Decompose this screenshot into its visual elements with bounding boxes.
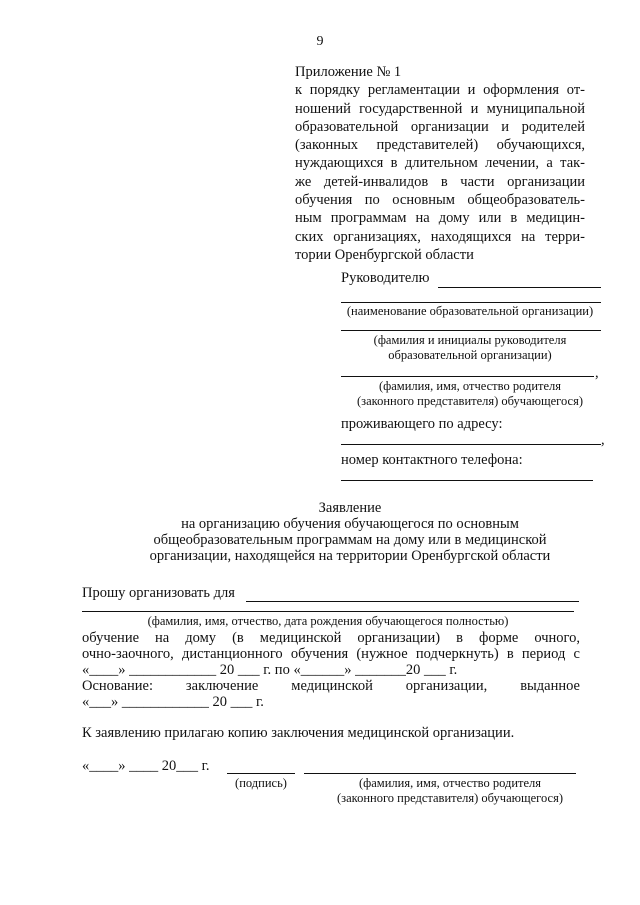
appendix-line: обучения по основным общеобразователь-: [295, 192, 585, 209]
signer-caption-1: (фамилия, имя, отчество родителя: [358, 776, 542, 790]
attachment-line: К заявлению прилагаю копию заключения медицинской организации.: [82, 725, 515, 741]
address-blank-line: [341, 444, 601, 445]
appendix-line: же детей-инвалидов в части организации: [295, 173, 585, 190]
appendix-line: тории Оренбургской области: [295, 246, 474, 263]
statement-subtitle-2: общеобразовательным программам на дому или в медицинской: [153, 532, 547, 548]
head-caption-2: образовательной организации): [388, 348, 552, 362]
parent-caption-1: (фамилия, имя, отчество родителя: [378, 379, 562, 393]
request-label: Прошу организовать для: [82, 585, 235, 601]
address-label: проживающего по адресу:: [341, 416, 503, 432]
parent-caption-2: (законного представителя) обучающегося): [357, 394, 583, 408]
appendix-title: Приложение № 1: [295, 64, 402, 80]
appendix-line: к порядку регламентации и оформления от-: [295, 82, 585, 99]
basis-date: «___» ____________ 20 ___ г.: [82, 694, 264, 710]
appendix-line: ным программам на дому или в медицин-: [295, 210, 585, 227]
phone-blank-line: [341, 480, 593, 481]
page-number: 9: [316, 34, 324, 49]
phone-label: номер контактного телефона:: [341, 452, 523, 468]
statement-subtitle-3: организации, находящейся на территории Оренбургской области: [149, 548, 551, 564]
org-blank-line: [341, 302, 601, 303]
body-line-2: очно-заочного, дистанционного обучения (нужное подчеркнуть) в период с: [82, 646, 580, 662]
comma: ,: [601, 432, 605, 448]
appendix-block: [295, 63, 585, 264]
body-line-1: обучение на дому (в медицинской организации) в форме очного,: [82, 630, 580, 646]
period-line: «____» ____________ 20 ___ г. по «______» _______20 ___ г.: [82, 662, 458, 678]
appendix-line: образовательной организации и родителей: [295, 118, 585, 135]
statement-subtitle-1: на организацию обучения обучающегося по основным: [181, 516, 519, 532]
head-caption-1: (фамилия и инициалы руководителя: [373, 333, 567, 347]
student-blank-line-2: [82, 611, 574, 612]
statement-title: Заявление: [318, 500, 382, 516]
head-name-blank-line: [341, 330, 601, 331]
signature-caption: (подпись): [235, 776, 287, 790]
student-blank-line: [246, 601, 579, 602]
head-blank-line: [438, 287, 601, 288]
signer-name-line: [304, 773, 576, 774]
comma: ,: [595, 365, 599, 381]
basis-line: Основание: заключение медицинской организации, выданное: [82, 678, 580, 694]
appendix-line: нуждающихся в длительном лечении, а так-: [295, 155, 585, 172]
org-caption: (наименование образовательной организации): [346, 304, 594, 318]
student-caption: (фамилия, имя, отчество, дата рождения обучающегося полностью): [147, 614, 509, 628]
signer-caption-2: (законного представителя) обучающегося): [337, 791, 563, 805]
appendix-line: ских организациях, находящихся на терри-: [295, 228, 585, 245]
appendix-line: (законных представителей) обучающихся,: [295, 137, 585, 154]
signature-line: [227, 773, 295, 774]
to-head-label: Руководителю: [341, 270, 430, 286]
appendix-line: ношений государственной и муниципальной: [295, 100, 585, 117]
parent-blank-line: [341, 376, 594, 377]
sign-date: «____» ____ 20___ г.: [82, 758, 210, 774]
